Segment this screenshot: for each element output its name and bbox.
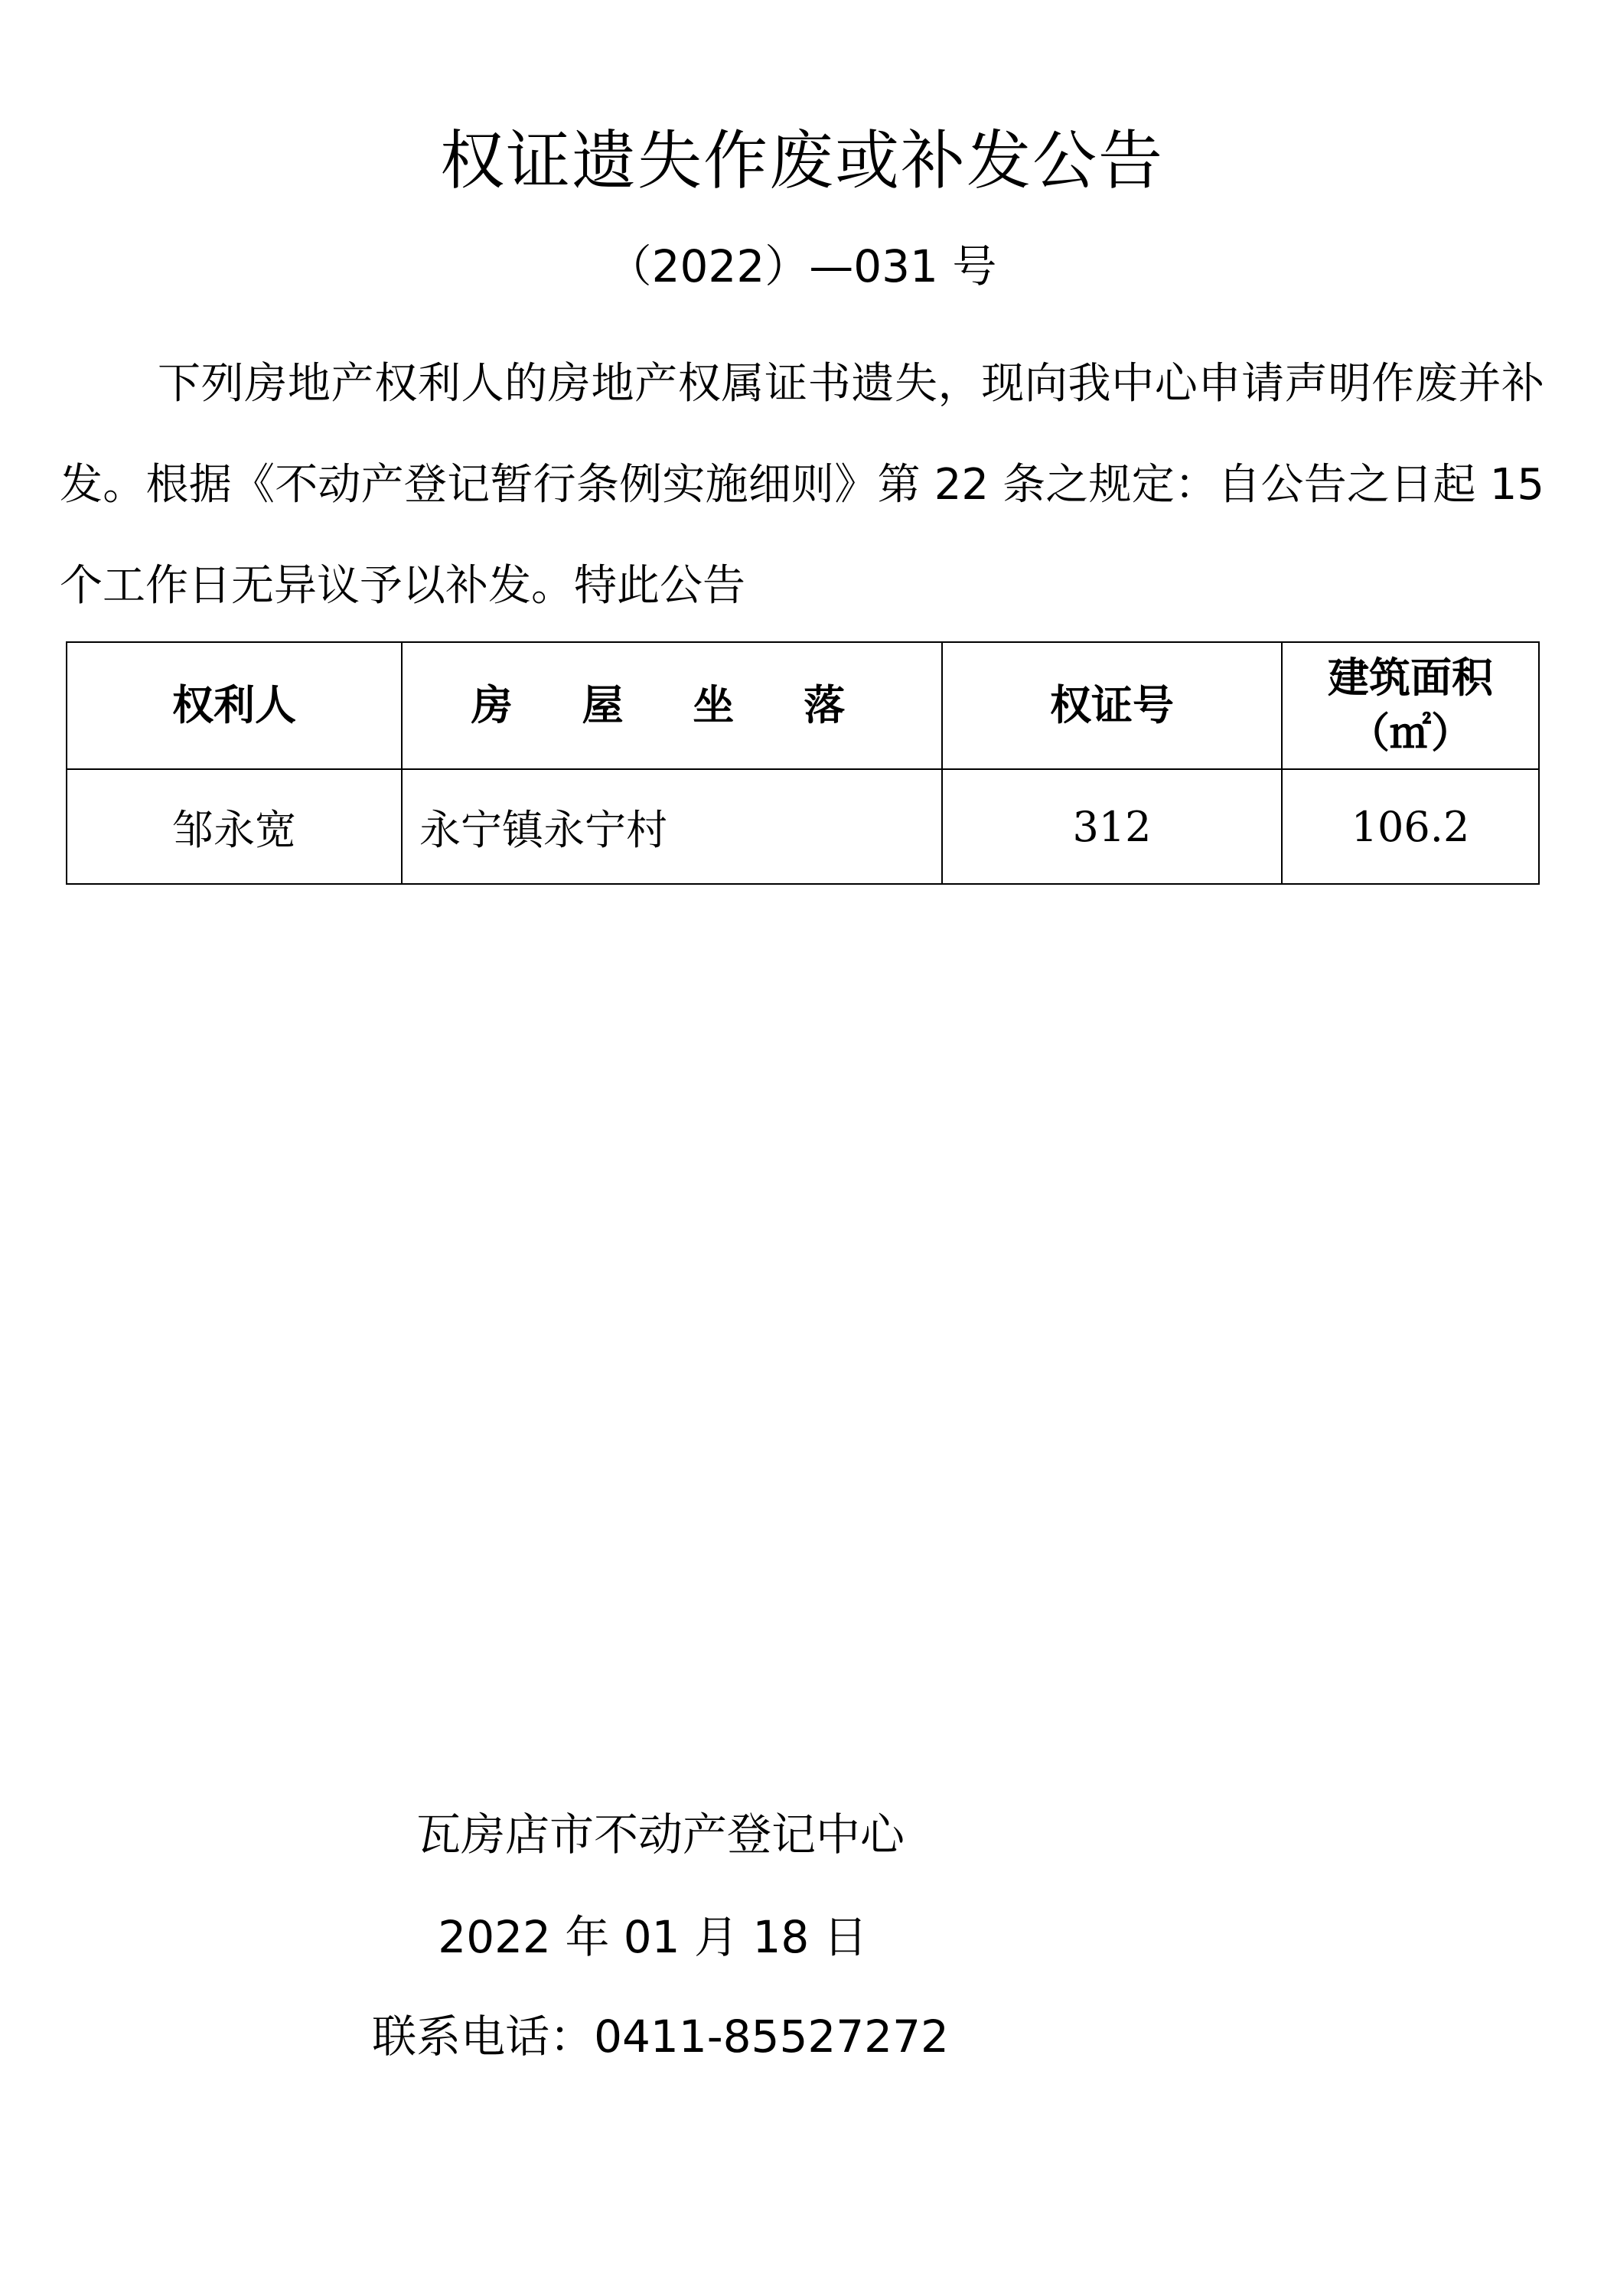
table-header-row: [67, 642, 1539, 769]
header-cert-no: 权证号: [942, 642, 1282, 769]
page-title: 权证遗失作废或补发公告: [439, 123, 1164, 198]
notice-body: 下列房地产权利人的房地产权属证书遗失，现向我中心申请声明作废并补发。根据《不动产登记暂行条例实施细则》第 22 条之规定：自公告之日起 15 个工作日无异议予以补发。特此公告: [60, 359, 1544, 611]
contact-phone: 联系电话：0411-85527272: [372, 2011, 949, 2063]
notice-table: [66, 641, 1540, 885]
header-area-label: 建筑面积: [1328, 654, 1493, 702]
header-location: 房 屋 坐 落: [402, 642, 942, 769]
issuing-organization: 瓦房店市不动产登记中心: [416, 1808, 905, 1861]
issue-date: 2022 年 01 月 18 日: [438, 1911, 868, 1963]
table-row: [67, 769, 1539, 884]
header-area: [1282, 642, 1539, 769]
cell-cert-no: 312: [942, 769, 1282, 884]
cell-owner: 邹永宽: [67, 769, 402, 884]
document-number: （2022）—031 号: [607, 240, 997, 292]
cell-area: 106.2: [1282, 769, 1539, 884]
header-owner: 权利人: [67, 642, 402, 769]
header-area-unit: （㎡）: [1348, 709, 1472, 757]
cell-location: 永宁镇永宁村: [402, 769, 942, 884]
